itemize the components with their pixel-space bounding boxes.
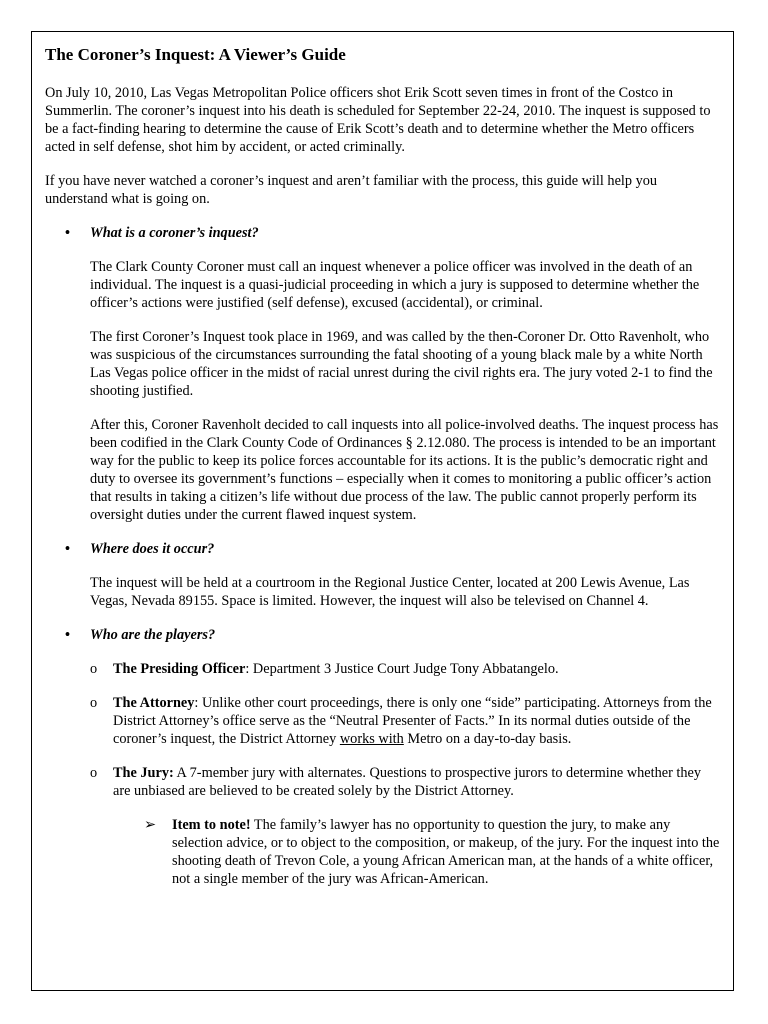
document-body: [45, 44, 721, 904]
player-attorney: [45, 694, 721, 748]
player-jury: [45, 764, 721, 800]
item-to-note: [45, 816, 721, 888]
circle-bullet-icon: o: [90, 765, 98, 781]
note-text: The family’s lawyer has no opportunity to question the jury, to make any selection advice, or to object to the composition, or makeup, of the jury. For the inquest into the shooting death of Trevon Cole, a young African American man, at the hands of a white officer, not a single member of the jury was African-American.: [172, 817, 720, 887]
heading-text: What is a coroner’s inquest?: [90, 225, 259, 241]
section-where: [45, 540, 721, 610]
player-text-end: Metro on a day-to-day basis.: [403, 731, 572, 747]
underlined-text: works with: [339, 731, 404, 747]
player-label: The Presiding Officer: [113, 661, 246, 677]
arrow-bullet-icon: ➢: [144, 817, 156, 833]
player-label: The Jury:: [113, 765, 174, 781]
where-paragraph-1: The inquest will be held at a courtroom in the Regional Justice Center, located at 200 Lewis Avenue, Las Vegas, Nevada 89155. Space is limited. However, the inquest will also be televised on Channel 4.: [90, 575, 690, 609]
circle-bullet-icon: o: [90, 661, 98, 677]
what-paragraph-2: The first Coroner’s Inquest took place in 1969, and was called by the then-Coroner Dr. Otto Ravenholt, who was suspicious of the circumstances surrounding the fatal shooting of a young black male by a white North Las Vegas police officer in the midst of racial unrest during the civil rights era. The jury voted 2-1 to find the shooting justified.: [90, 329, 713, 399]
section-heading-who: [45, 626, 721, 644]
player-text: : Department 3 Justice Court Judge Tony Abbatangelo.: [245, 661, 559, 677]
circle-bullet-icon: o: [90, 695, 98, 711]
heading-text: Where does it occur?: [90, 541, 215, 557]
section-heading-what: [45, 224, 721, 242]
what-paragraph-1: The Clark County Coroner must call an inquest whenever a police officer was involved in the death of an individual. The inquest is a quasi-judicial proceeding in which a jury is supposed to determine whether the officer’s actions were justified (self defense), excused (accidental), or criminal.: [90, 259, 700, 311]
bullet-icon: •: [65, 627, 71, 643]
bullet-icon: •: [65, 541, 71, 557]
note-label: Item to note!: [172, 817, 251, 833]
section-what: [45, 224, 721, 524]
section-heading-where: [45, 540, 721, 558]
what-paragraph-3: After this, Coroner Ravenholt decided to call inquests into all police-involved deaths. The inquest process has been codified in the Clark County Code of Ordinances § 2.12.080. The process is intended to be an important way for the public to keep its police forces accountable for its actions. It is the public’s democratic right and duty to oversee its government’s functions – especially when it comes to monitoring a public officer’s action that results in taking a citizen’s life without due process of the law. The public cannot properly perform its oversight duties under the current flawed inquest system.: [90, 417, 719, 523]
intro-paragraph-2: If you have never watched a coroner’s inquest and aren’t familiar with the process, this guide will help you understand what is going on.: [45, 173, 658, 207]
player-presiding-officer: [45, 660, 721, 678]
player-label: The Attorney: [113, 695, 195, 711]
player-text: : Unlike other court proceedings, there is only one “side” participating. Attorneys from the District Attorney’s office serve as the “Neutral Presenter of Facts.” In its normal duties outside of the coroner’s inquest, the District Attorney: [113, 695, 712, 747]
intro-paragraph-1: On July 10, 2010, Las Vegas Metropolitan Police officers shot Erik Scott seven times in front of the Costco in Summerlin. The coroner’s inquest into his death is scheduled for September 22-24, 2010. The inquest is supposed to be a fact-finding hearing to determine the cause of Erik Scott’s death and to determine whether the Metro officers acted in self defense, shot him by accident, or acted criminally.: [45, 85, 711, 155]
document-title: The Coroner’s Inquest: A Viewer’s Guide: [45, 45, 346, 64]
player-text: A 7-member jury with alternates. Questions to prospective jurors to determine whether they are unbiased are believed to be created solely by the District Attorney.: [113, 765, 702, 799]
bullet-icon: •: [65, 225, 71, 241]
heading-text: Who are the players?: [90, 627, 216, 643]
section-who: [45, 626, 721, 888]
